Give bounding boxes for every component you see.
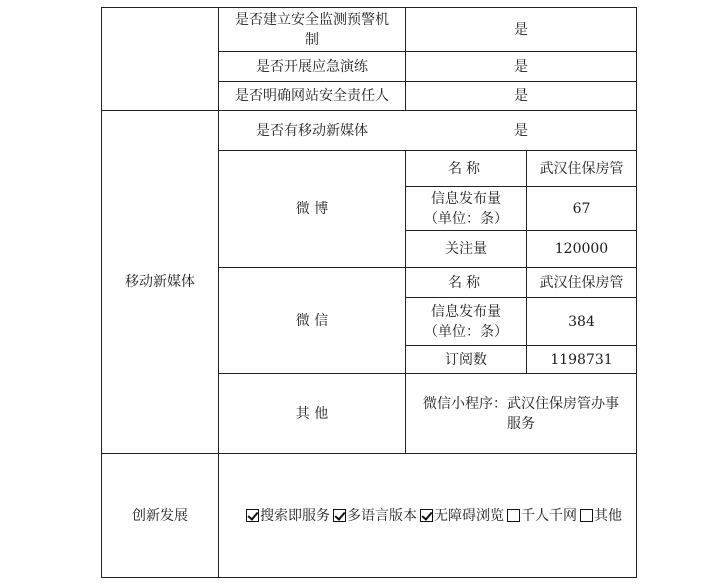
other-label: 其 他 bbox=[295, 405, 329, 422]
mobile-section-label: 移动新媒体 bbox=[125, 274, 195, 290]
weibo-follow-label: 关注量 bbox=[445, 241, 487, 257]
option-label: 千人千网 bbox=[521, 507, 577, 524]
other-value: 微信小程序：武汉住保房管办事服务 bbox=[423, 395, 619, 432]
has-media-value: 是 bbox=[514, 122, 528, 139]
responsible-label: 是否明确网站安全责任人 bbox=[235, 88, 389, 104]
drill-label: 是否开展应急演练 bbox=[256, 58, 368, 75]
checkbox-other[interactable] bbox=[580, 509, 593, 522]
checkbox-accessible[interactable] bbox=[420, 509, 433, 522]
wechat-posts-label: 信息发布量（单位：条） bbox=[424, 303, 508, 340]
wechat-subs-label: 订阅数 bbox=[445, 351, 487, 368]
option-label: 无障碍浏览 bbox=[434, 507, 504, 524]
wechat-label: 微 信 bbox=[295, 312, 329, 329]
weibo-name-label: 名称 bbox=[448, 160, 484, 177]
table-border-bottom bbox=[101, 577, 637, 578]
weibo-posts-value: 67 bbox=[572, 200, 591, 217]
wechat-posts-value: 384 bbox=[568, 313, 595, 330]
weibo-posts-label: 信息发布量（单位：条） bbox=[424, 190, 508, 227]
option-label: 搜索即服务 bbox=[260, 507, 330, 524]
option-list bbox=[245, 506, 624, 526]
checkbox-multilingual[interactable] bbox=[333, 509, 346, 522]
wechat-subs-value: 1198731 bbox=[550, 351, 613, 368]
innovation-options bbox=[219, 454, 636, 577]
responsible-value: 是 bbox=[514, 88, 528, 104]
weibo-label: 微 博 bbox=[295, 201, 329, 217]
has-media-label: 是否有移动新媒体 bbox=[256, 122, 368, 139]
monitoring-value: 是 bbox=[514, 21, 528, 38]
weibo-follow-value: 120000 bbox=[554, 241, 609, 257]
innovation-section-label: 创新发展 bbox=[132, 507, 188, 524]
option-label: 多语言版本 bbox=[347, 507, 417, 524]
checkbox-personalized[interactable] bbox=[507, 509, 520, 522]
wechat-name-label: 名称 bbox=[448, 274, 484, 291]
weibo-name-value: 武汉住保房管 bbox=[539, 160, 624, 177]
drill-value: 是 bbox=[514, 58, 528, 75]
table-border-right bbox=[636, 7, 637, 578]
monitoring-label: 是否建立安全监测预警机制 bbox=[235, 11, 389, 48]
wechat-name-value: 武汉住保房管 bbox=[539, 274, 624, 291]
checkbox-search-service[interactable] bbox=[246, 509, 259, 522]
option-label: 其他 bbox=[594, 507, 622, 524]
